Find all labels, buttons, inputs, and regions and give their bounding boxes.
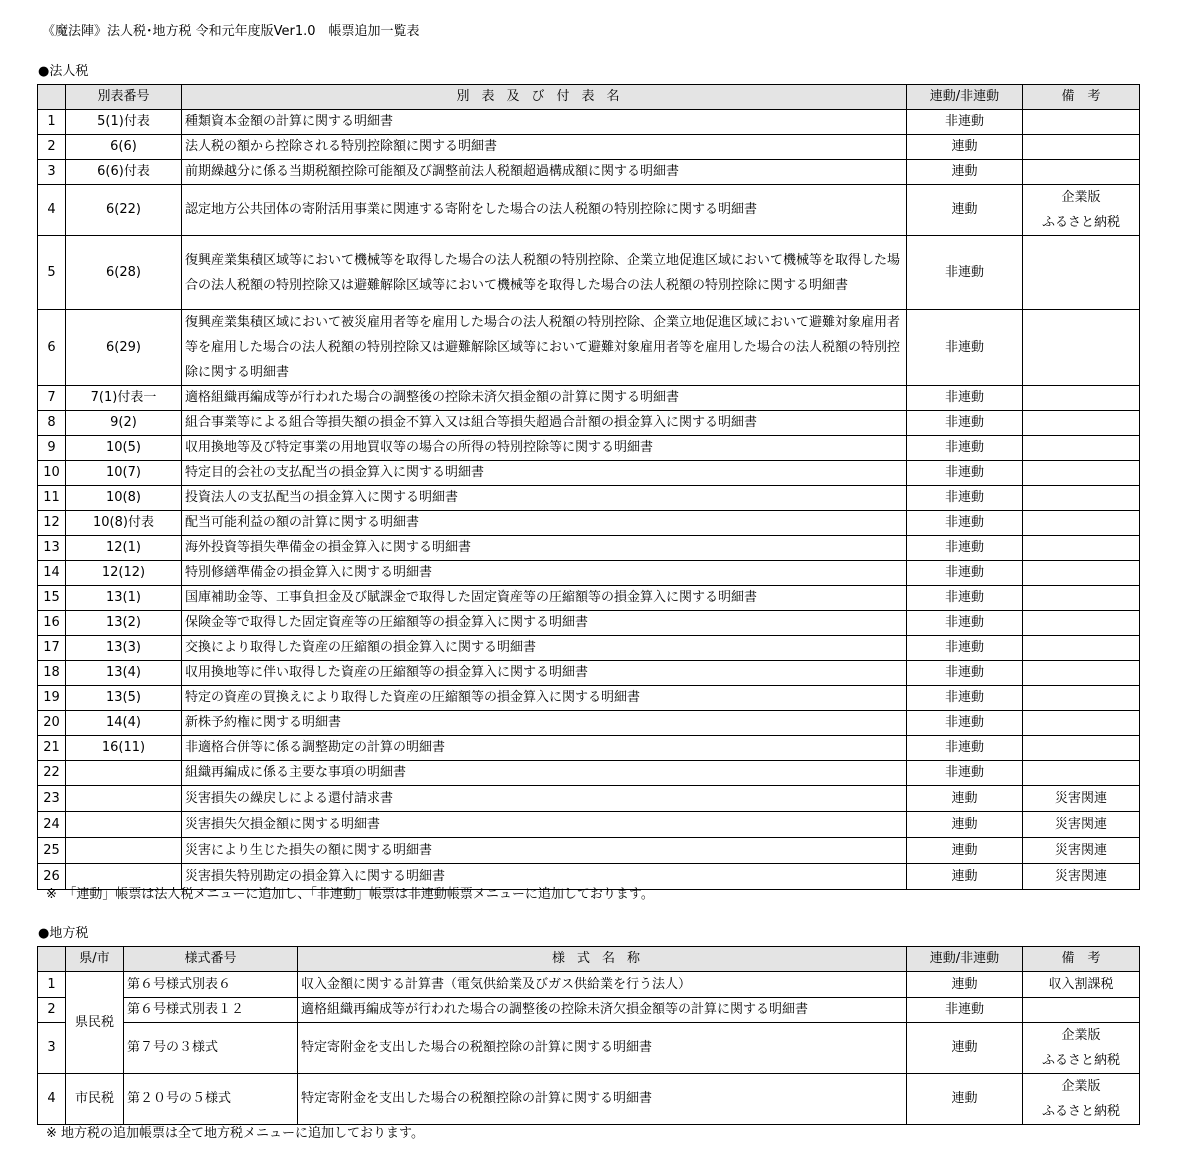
row-number: 10 (38, 461, 66, 486)
row-number: 15 (38, 586, 66, 611)
table-row (38, 511, 1140, 536)
remarks (1023, 636, 1140, 661)
form-name: 特定の資産の買換えにより取得した資産の圧縮額等の損金算入に関する明細書 (182, 686, 907, 711)
form-code: 13(2) (66, 611, 182, 636)
link-status: 非連動 (907, 586, 1023, 611)
link-status: 非連動 (907, 436, 1023, 461)
form-code: 10(5) (66, 436, 182, 461)
row-number: 16 (38, 611, 66, 636)
remarks (1023, 736, 1140, 761)
form-code: 7(1)付表一 (66, 386, 182, 411)
table-row (38, 436, 1140, 461)
table-row (38, 661, 1140, 686)
link-status: 非連動 (907, 511, 1023, 536)
table-row (38, 761, 1140, 786)
row-number: 13 (38, 536, 66, 561)
remarks (1023, 386, 1140, 411)
table-row (38, 611, 1140, 636)
form-code: 9(2) (66, 411, 182, 436)
remarks (1023, 486, 1140, 511)
row-number: 3 (38, 160, 66, 185)
corp-footnote: ※ 「連動」帳票は法人税メニューに追加し、「非連動」帳票は非連動帳票メニューに追加しております。 (46, 887, 654, 902)
link-status: 非連動 (907, 998, 1023, 1023)
remarks (1023, 436, 1140, 461)
local-footnote: ※ 地方税の追加帳票は全て地方税メニューに追加しております。 (46, 1126, 424, 1141)
remarks: 災害関連 (1023, 838, 1140, 864)
form-name: 組織再編成に係る主要な事項の明細書 (182, 761, 907, 786)
table-row (38, 786, 1140, 812)
local-header-num (38, 947, 66, 972)
form-name: 適格組織再編成等が行われた場合の調整後の控除未済欠損金額等の計算に関する明細書 (298, 998, 907, 1023)
form-name: 前期繰越分に係る当期税額控除可能額及び調整前法人税額超過構成額に関する明細書 (182, 160, 907, 185)
remarks: 災害関連 (1023, 812, 1140, 838)
table-row (38, 185, 1140, 236)
remarks (1023, 586, 1140, 611)
form-name: 災害損失の繰戻しによる還付請求書 (182, 786, 907, 812)
table-row (38, 411, 1140, 436)
link-status: 連動 (907, 812, 1023, 838)
form-code: 12(1) (66, 536, 182, 561)
form-code (66, 761, 182, 786)
remarks (1023, 160, 1140, 185)
row-number: 6 (38, 310, 66, 386)
form-name: 適格組織再編成等が行われた場合の調整後の控除未済欠損金額の計算に関する明細書 (182, 386, 907, 411)
table-row (38, 636, 1140, 661)
table-row (38, 160, 1140, 185)
link-status: 連動 (907, 185, 1023, 236)
form-code: 10(7) (66, 461, 182, 486)
form-name: 復興産業集積区域において被災雇用者等を雇用した場合の法人税額の特別控除、企業立地促進区域において避難対象雇用者等を雇用した場合の法人税額の特別控除又は避難解除区域等において避難対象雇用者等を雇用した場合の法人税額の特別控除に関する明細書 (182, 310, 907, 386)
table-row (38, 864, 1140, 890)
table-row (38, 461, 1140, 486)
table-row (38, 1023, 1140, 1074)
form-code (66, 838, 182, 864)
table-row (38, 812, 1140, 838)
remarks (1023, 536, 1140, 561)
remarks: 災害関連 (1023, 786, 1140, 812)
table-row (38, 386, 1140, 411)
row-number: 14 (38, 561, 66, 586)
link-status: 非連動 (907, 486, 1023, 511)
form-name: 配当可能利益の額の計算に関する明細書 (182, 511, 907, 536)
row-number: 4 (38, 1074, 66, 1125)
local-header-note: 備 考 (1023, 947, 1140, 972)
link-status: 連動 (907, 864, 1023, 890)
row-number: 7 (38, 386, 66, 411)
table-row (38, 536, 1140, 561)
link-status: 非連動 (907, 611, 1023, 636)
remarks: 企業版 ふるさと納税 (1023, 1023, 1140, 1074)
remarks (1023, 561, 1140, 586)
form-code: 6(6)付表 (66, 160, 182, 185)
local-header-pref: 県/市 (66, 947, 124, 972)
link-status: 連動 (907, 160, 1023, 185)
row-number: 26 (38, 864, 66, 890)
row-number: 1 (38, 110, 66, 135)
row-number: 11 (38, 486, 66, 511)
form-name: 種類資本金額の計算に関する明細書 (182, 110, 907, 135)
form-code: 10(8) (66, 486, 182, 511)
form-code: 第６号様式別表６ (124, 972, 298, 998)
row-number: 9 (38, 436, 66, 461)
row-number: 5 (38, 236, 66, 310)
form-code: 第２０号の５様式 (124, 1074, 298, 1125)
form-code: 第７号の３様式 (124, 1023, 298, 1074)
form-code: 6(28) (66, 236, 182, 310)
link-status: 非連動 (907, 411, 1023, 436)
remarks (1023, 110, 1140, 135)
form-name: 保険金等で取得した固定資産等の圧縮額等の損金算入に関する明細書 (182, 611, 907, 636)
table-row (38, 236, 1140, 310)
table-row (38, 586, 1140, 611)
row-number: 3 (38, 1023, 66, 1074)
link-status: 連動 (907, 1074, 1023, 1125)
form-name: 新株予約権に関する明細書 (182, 711, 907, 736)
link-status: 連動 (907, 838, 1023, 864)
form-code: 13(4) (66, 661, 182, 686)
remarks (1023, 711, 1140, 736)
link-status: 連動 (907, 1023, 1023, 1074)
form-name: 組合事業等による組合等損失額の損金不算入又は組合等損失超過合計額の損金算入に関する明細書 (182, 411, 907, 436)
row-number: 17 (38, 636, 66, 661)
row-number: 25 (38, 838, 66, 864)
link-status: 非連動 (907, 386, 1023, 411)
link-status: 非連動 (907, 310, 1023, 386)
link-status: 非連動 (907, 636, 1023, 661)
corp-header-num (38, 85, 66, 110)
corp-tax-table (37, 84, 1140, 890)
form-name: 非適格合併等に係る調整勘定の計算の明細書 (182, 736, 907, 761)
form-name: 災害損失特別勘定の損金算入に関する明細書 (182, 864, 907, 890)
row-number: 12 (38, 511, 66, 536)
link-status: 非連動 (907, 461, 1023, 486)
form-code: 6(22) (66, 185, 182, 236)
form-code: 16(11) (66, 736, 182, 761)
form-code: 12(12) (66, 561, 182, 586)
remarks (1023, 761, 1140, 786)
local-tax-table (37, 946, 1140, 1125)
form-name: 復興産業集積区域等において機械等を取得した場合の法人税額の特別控除、企業立地促進区域において機械等を取得した場合の法人税額の特別控除又は避難解除区域等において機械等を取得した場合の法人税額の特別控除に関する明細書 (182, 236, 907, 310)
corp-header-name: 別表及び付表名 (182, 85, 907, 110)
form-code (66, 786, 182, 812)
form-code: 10(8)付表 (66, 511, 182, 536)
form-code: 13(1) (66, 586, 182, 611)
form-name: 海外投資等損失準備金の損金算入に関する明細書 (182, 536, 907, 561)
form-code: 6(6) (66, 135, 182, 160)
remarks: 企業版 ふるさと納税 (1023, 185, 1140, 236)
link-status: 非連動 (907, 110, 1023, 135)
remarks: 企業版 ふるさと納税 (1023, 1074, 1140, 1125)
row-number: 21 (38, 736, 66, 761)
table-row (38, 998, 1140, 1023)
form-name: 特定寄附金を支出した場合の税額控除の計算に関する明細書 (298, 1023, 907, 1074)
remarks (1023, 998, 1140, 1023)
table-row (38, 972, 1140, 998)
form-code (66, 812, 182, 838)
table-row (38, 838, 1140, 864)
form-name: 収用換地等に伴い取得した資産の圧縮額等の損金算入に関する明細書 (182, 661, 907, 686)
table-row (38, 561, 1140, 586)
remarks (1023, 661, 1140, 686)
form-name: 特別修繕準備金の損金算入に関する明細書 (182, 561, 907, 586)
corp-header-row (38, 85, 1140, 110)
row-number: 24 (38, 812, 66, 838)
remarks (1023, 611, 1140, 636)
local-header-code: 様式番号 (124, 947, 298, 972)
local-header-name: 様式名称 (298, 947, 907, 972)
row-number: 19 (38, 686, 66, 711)
table-row (38, 736, 1140, 761)
form-name: 投資法人の支払配当の損金算入に関する明細書 (182, 486, 907, 511)
table-row (38, 110, 1140, 135)
remarks (1023, 686, 1140, 711)
form-code: 13(5) (66, 686, 182, 711)
form-name: 特定目的会社の支払配当の損金算入に関する明細書 (182, 461, 907, 486)
remarks: 災害関連 (1023, 864, 1140, 890)
tax-type: 県民税 (66, 972, 124, 1074)
link-status: 非連動 (907, 736, 1023, 761)
remarks (1023, 135, 1140, 160)
form-name: 交換により取得した資産の圧縮額の損金算入に関する明細書 (182, 636, 907, 661)
form-name: 法人税の額から控除される特別控除額に関する明細書 (182, 135, 907, 160)
row-number: 1 (38, 972, 66, 998)
link-status: 非連動 (907, 561, 1023, 586)
tax-type: 市民税 (66, 1074, 124, 1125)
link-status: 非連動 (907, 711, 1023, 736)
link-status: 非連動 (907, 761, 1023, 786)
link-status: 非連動 (907, 536, 1023, 561)
remarks: 収入割課税 (1023, 972, 1140, 998)
row-number: 8 (38, 411, 66, 436)
row-number: 22 (38, 761, 66, 786)
form-code: 第６号様式別表１２ (124, 998, 298, 1023)
row-number: 4 (38, 185, 66, 236)
link-status: 連動 (907, 786, 1023, 812)
form-name: 災害損失欠損金額に関する明細書 (182, 812, 907, 838)
page-title: 《魔法陣》法人税･地方税 令和元年度版Ver1.0 帳票追加一覧表 (42, 24, 420, 39)
remarks (1023, 511, 1140, 536)
row-number: 2 (38, 135, 66, 160)
link-status: 非連動 (907, 661, 1023, 686)
form-code: 13(3) (66, 636, 182, 661)
corp-header-code: 別表番号 (66, 85, 182, 110)
form-name: 特定寄附金を支出した場合の税額控除の計算に関する明細書 (298, 1074, 907, 1125)
remarks (1023, 411, 1140, 436)
form-name: 国庫補助金等、工事負担金及び賦課金で取得した固定資産等の圧縮額等の損金算入に関する明細書 (182, 586, 907, 611)
remarks (1023, 461, 1140, 486)
row-number: 2 (38, 998, 66, 1023)
local-header-row (38, 947, 1140, 972)
table-row (38, 686, 1140, 711)
table-row (38, 135, 1140, 160)
link-status: 連動 (907, 972, 1023, 998)
link-status: 連動 (907, 135, 1023, 160)
form-code: 14(4) (66, 711, 182, 736)
form-code (66, 864, 182, 890)
row-number: 20 (38, 711, 66, 736)
local-tax-heading: ●地方税 (38, 926, 89, 941)
link-status: 非連動 (907, 236, 1023, 310)
form-name: 認定地方公共団体の寄附活用事業に関連する寄附をした場合の法人税額の特別控除に関する明細書 (182, 185, 907, 236)
corp-header-note: 備 考 (1023, 85, 1140, 110)
form-name: 収入金額に関する計算書（電気供給業及びガス供給業を行う法人） (298, 972, 907, 998)
corp-tax-heading: ●法人税 (38, 64, 89, 79)
remarks (1023, 236, 1140, 310)
form-code: 5(1)付表 (66, 110, 182, 135)
form-code: 6(29) (66, 310, 182, 386)
row-number: 23 (38, 786, 66, 812)
local-header-link: 連動/非連動 (907, 947, 1023, 972)
corp-header-link: 連動/非連動 (907, 85, 1023, 110)
table-row (38, 486, 1140, 511)
form-name: 災害により生じた損失の額に関する明細書 (182, 838, 907, 864)
table-row (38, 310, 1140, 386)
link-status: 非連動 (907, 686, 1023, 711)
table-row (38, 1074, 1140, 1125)
row-number: 18 (38, 661, 66, 686)
remarks (1023, 310, 1140, 386)
form-name: 収用換地等及び特定事業の用地買収等の場合の所得の特別控除等に関する明細書 (182, 436, 907, 461)
table-row (38, 711, 1140, 736)
